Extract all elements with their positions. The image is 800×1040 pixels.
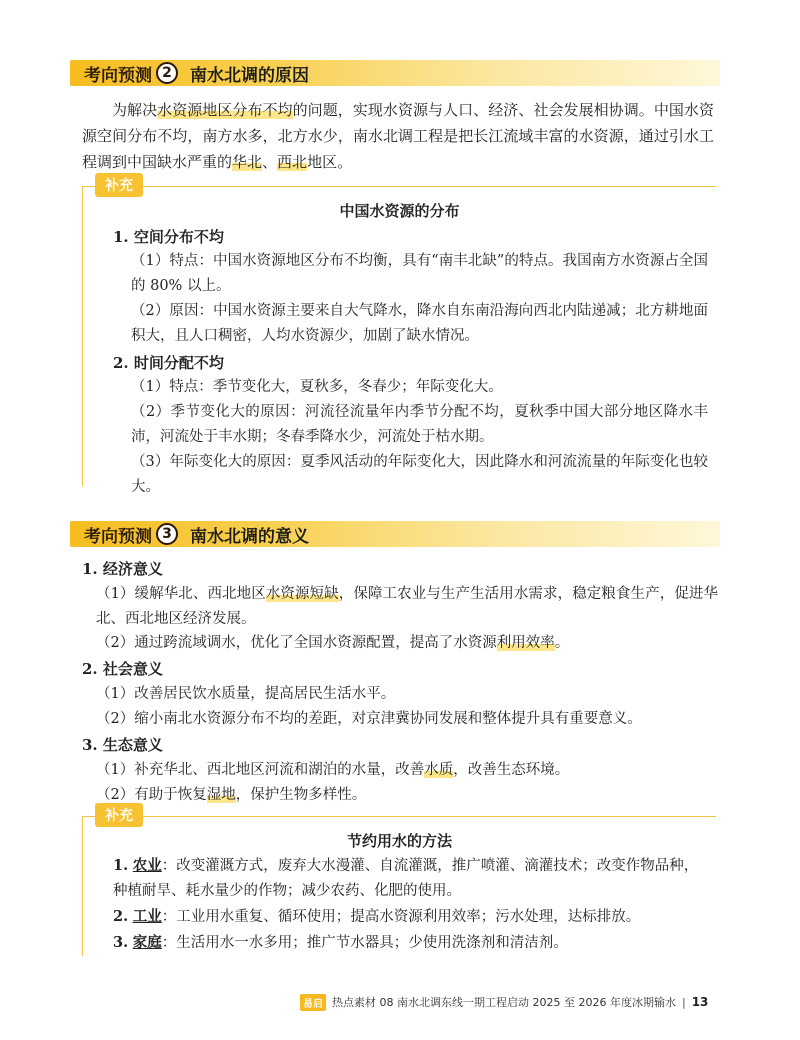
subheading: 2. 时间分配不均 [113, 354, 224, 372]
list-item: （1）改善居民饮水质量，提高居民生活水平。 [96, 686, 396, 702]
text-run: 、 [262, 153, 278, 171]
text-run: 地区。 [307, 153, 353, 171]
banner-label: 考向预测 [84, 526, 152, 547]
page-number: 13 [691, 995, 709, 1009]
text-run: （2）有助于恢复 [96, 787, 207, 803]
text-run: 。 [554, 635, 570, 651]
list-item [96, 758, 718, 783]
item-number: 2. [113, 908, 129, 925]
method-item [83, 930, 716, 956]
intro-paragraph [82, 97, 714, 175]
publisher-logo: 易启 [300, 994, 326, 1011]
highlight-text: 华北 [232, 153, 263, 171]
list-item: （1）特点：中国水资源地区分布不均衡，具有“南丰北缺”的特点。我国南方水资源占全国的 80% 以上。 [131, 253, 708, 294]
text-run: （1）补充华北、西北地区河流和湖泊的水量，改善 [96, 762, 425, 778]
list-item: （2）缩小南北水资源分布不均的差距，对京津冀协同发展和整体提升具有重要意义。 [96, 711, 642, 727]
list-item: （2）季节变化大的原因：河流径流量年内季节分配不均，夏秋季中国大部分地区降水丰沛，河流处于丰水期；冬春季降水少，河流处于枯水期。 [131, 404, 708, 445]
method-item-continuation: 种植耐旱、耗水量少的作物；减少农药、化肥的使用。 [113, 883, 461, 899]
text-run: 为解决 [112, 101, 158, 119]
section-banner-2 [70, 60, 720, 86]
text-run: ，改善生态环境。 [453, 762, 570, 778]
text-run: （1）缓解华北、西北地区 [96, 586, 266, 602]
subheading: 1. 空间分布不均 [113, 228, 224, 246]
text-run: ：改变灌溉方式，废弃大水漫灌、自流灌溉，推广喷灌、滴灌技术；改变作物品种， [161, 858, 699, 874]
highlight-text: 利用效率 [496, 635, 555, 651]
section-banner-3 [70, 521, 720, 547]
banner-title: 南水北调的原因 [190, 65, 309, 86]
highlight-text: 水质 [424, 762, 454, 778]
section-heading: 3. 生态意义 [82, 736, 163, 754]
method-item [83, 853, 716, 879]
text-run: 的问题，实现水资源与人口、经济、社会发展相协调。中国水资源空间分布不均，南方水多，北方水少，南水北调工程是把长江流域丰富的水资源，通过引水工程调到中国缺水严重的 [82, 101, 714, 171]
banner-number: 3 [156, 523, 178, 545]
list-item [96, 783, 718, 808]
text-run: ：生活用水一水多用；推广节水器具；少使用洗涤剂和清洁剂。 [161, 935, 568, 951]
highlight-text: 湿地 [206, 787, 236, 803]
section-heading: 2. 社会意义 [82, 660, 163, 678]
list-item: （3）年际变化大的原因：夏季风活动的年际变化大，因此降水和河流流量的年际变化也较大。 [131, 454, 708, 495]
text-run: ，保护生物多样性。 [235, 787, 367, 803]
text-run: ：工业用水重复、循环使用；提高水资源利用效率；污水处理，达标排放。 [161, 909, 641, 925]
footer-separator: | [681, 995, 686, 1009]
highlight-text: 水资源地区分布不均 [157, 101, 293, 119]
banner-number: 2 [156, 62, 178, 84]
section-heading: 1. 经济意义 [82, 560, 163, 578]
highlight-text: 西北 [277, 153, 308, 171]
item-number: 3. [113, 934, 129, 951]
footer-text: 热点素材 08 南水北调东线一期工程启动 2025 至 2026 年度冰期输水 [332, 996, 676, 1009]
item-number: 1. [113, 857, 129, 874]
text-run: （2）通过跨流域调水，优化了全国水资源配置，提高了水资源 [96, 635, 497, 651]
list-item [96, 582, 718, 632]
highlight-text: 水资源短缺 [265, 586, 339, 602]
supplement-box-2 [82, 808, 716, 956]
item-keyword: 农业 [132, 857, 162, 874]
banner-label: 考向预测 [84, 65, 152, 86]
list-item: （1）特点：季节变化大，夏秋多，冬春少；年际变化大。 [131, 379, 503, 395]
text-run: ，保障工农业与生产生活用水需求，稳定粮食生产，促进华北、西北地区经济发展。 [96, 586, 719, 627]
supplement-box-1 [82, 178, 716, 495]
page-footer [300, 993, 708, 1011]
list-item [96, 631, 718, 656]
supplement-tag: 补充 [95, 803, 143, 827]
item-keyword: 家庭 [132, 934, 162, 951]
list-item: （2）原因：中国水资源主要来自大气降水，降水自东南沿海向西北内陆递减；北方耕地面积大，且人口稠密，人均水资源少，加剧了缺水情况。 [131, 303, 708, 344]
supplement-title: 节约用水的方法 [346, 832, 452, 850]
method-item [83, 904, 716, 930]
banner-title: 南水北调的意义 [190, 526, 309, 547]
item-keyword: 工业 [132, 908, 162, 925]
supplement-title: 中国水资源的分布 [339, 202, 460, 220]
supplement-tag: 补充 [95, 173, 143, 197]
